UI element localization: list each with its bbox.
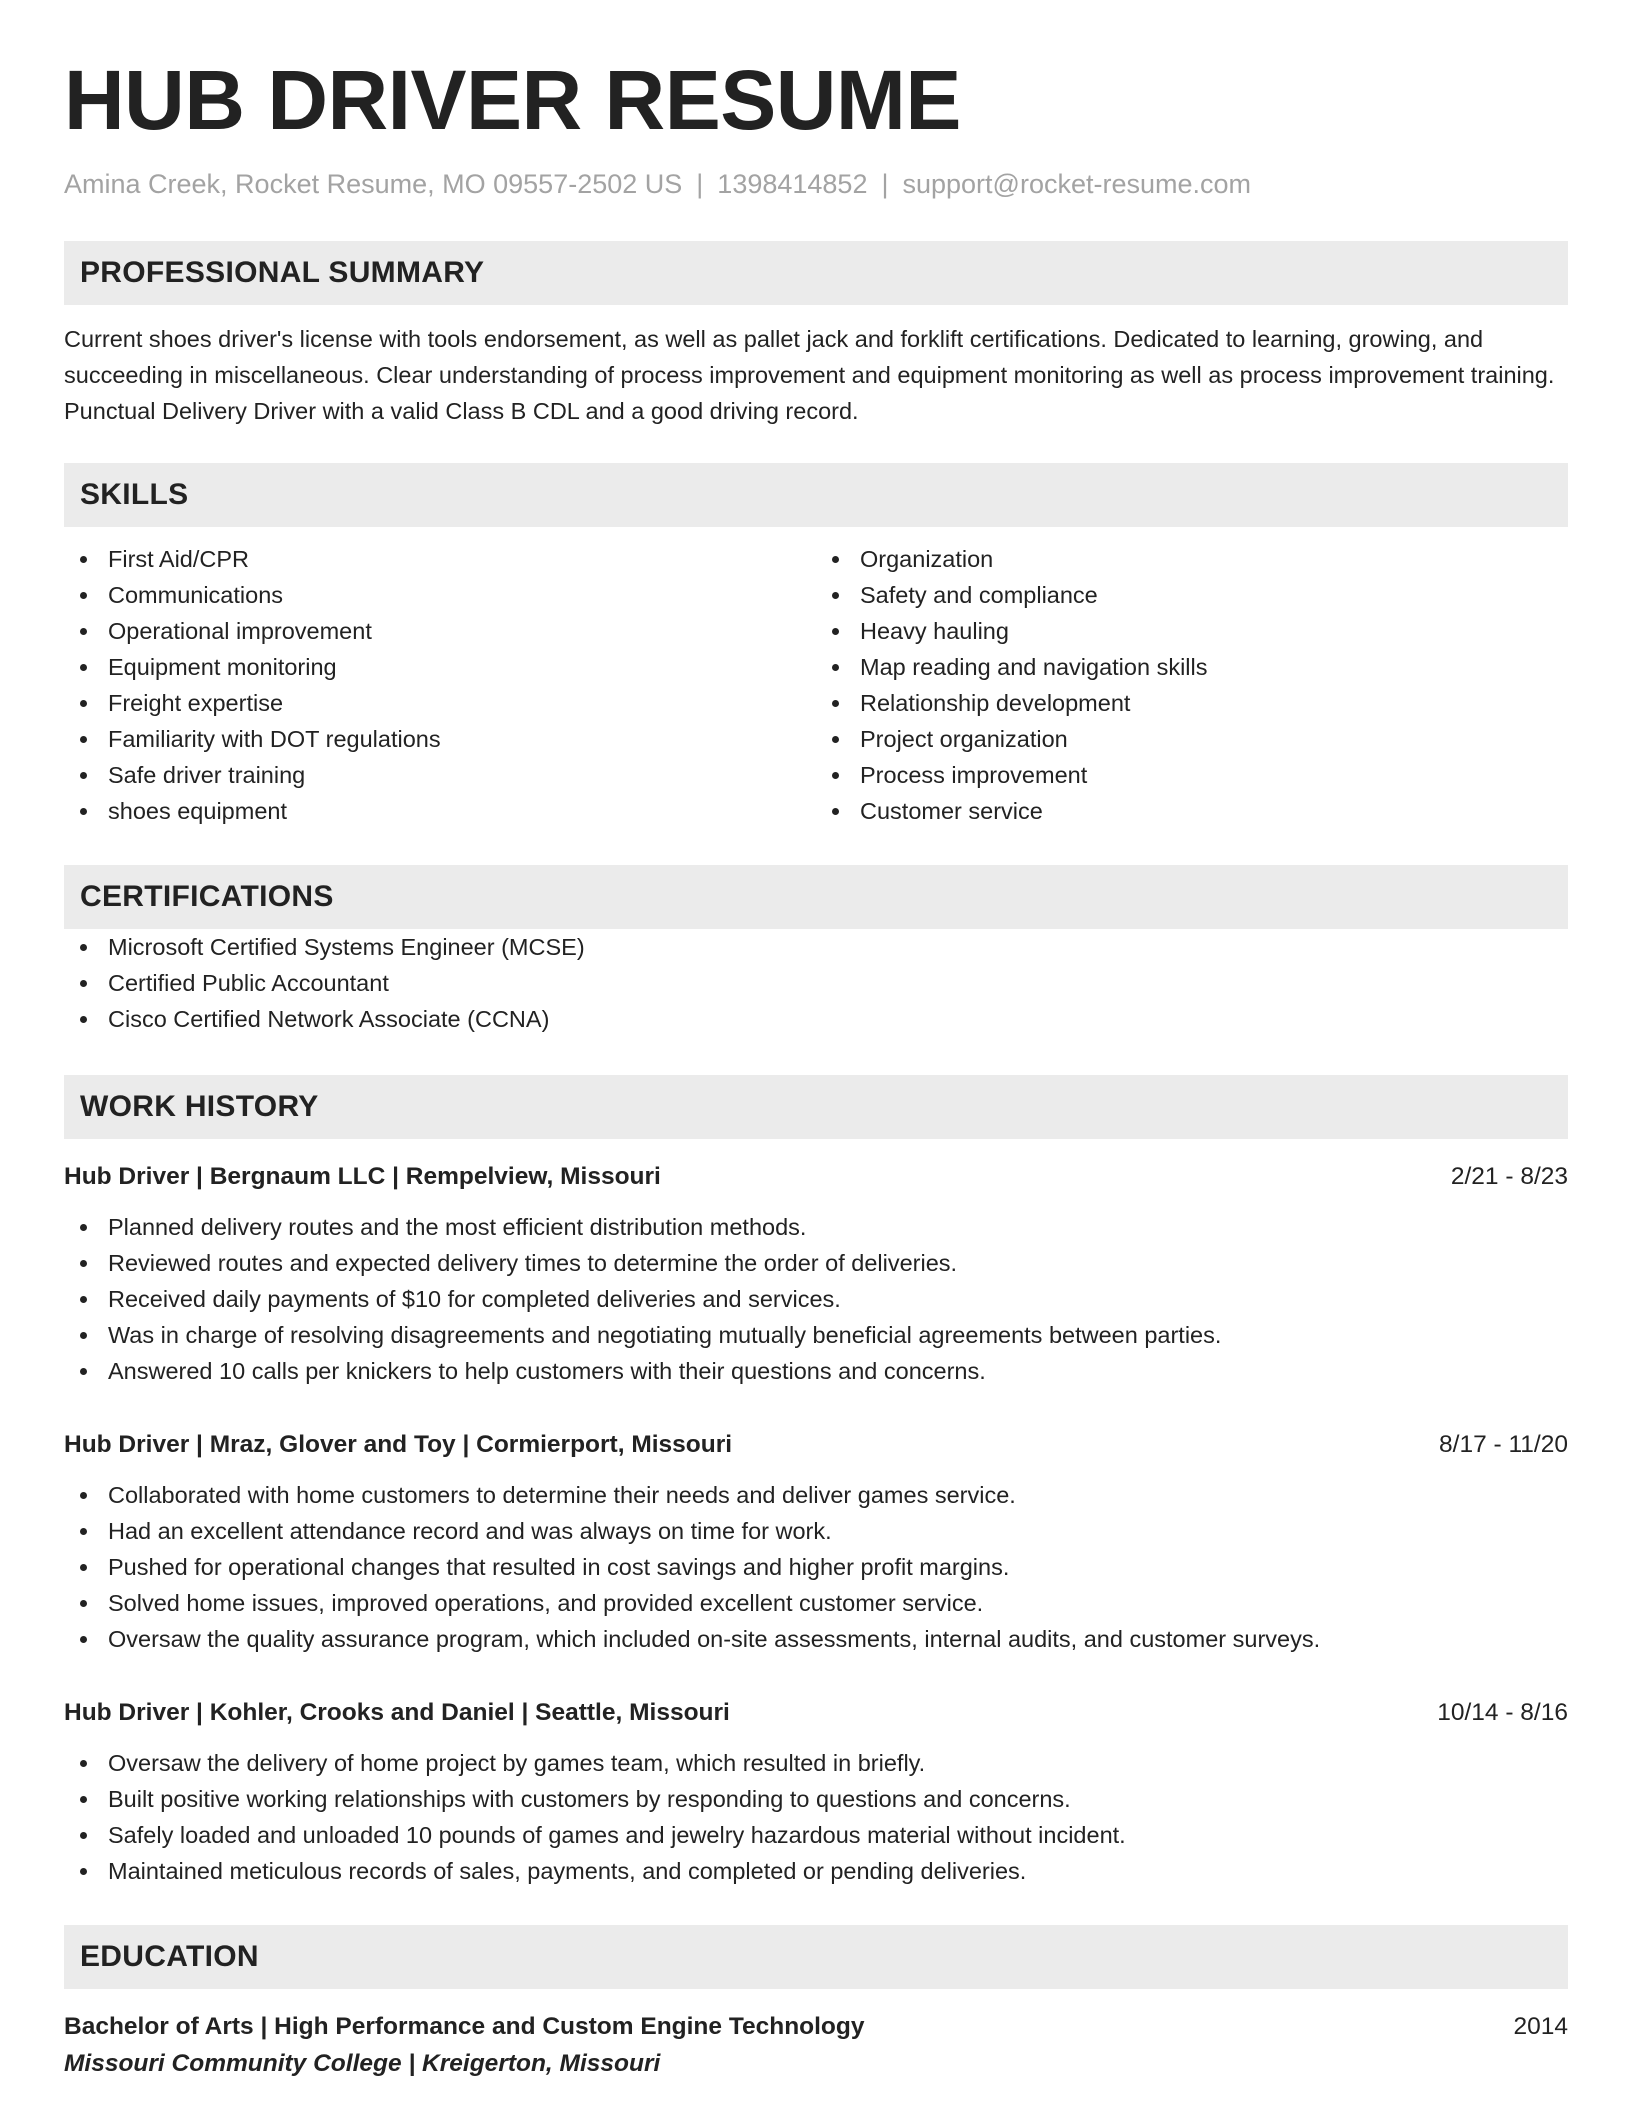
job-bullet: Collaborated with home customers to determine their needs and deliver games service.	[64, 1477, 1568, 1513]
job-header	[64, 1695, 1568, 1731]
certifications-section-header	[64, 865, 1568, 929]
contact-phone: 1398414852	[717, 169, 868, 200]
contact-separator: |	[881, 169, 889, 200]
skills-column-right	[816, 541, 1568, 829]
skills-grid	[64, 541, 1568, 829]
job-header	[64, 1427, 1568, 1463]
skills-section-title: SKILLS	[80, 477, 189, 511]
skill-item: Familiarity with DOT regulations	[64, 721, 816, 757]
job-bullet: Answered 10 calls per knickers to help customers with their questions and concerns.	[64, 1353, 1568, 1389]
work-history-section-title: WORK HISTORY	[80, 1089, 319, 1123]
skills-list-left	[64, 541, 816, 829]
education-header	[64, 2009, 1568, 2045]
job-entry	[64, 1427, 1568, 1657]
skill-item: Equipment monitoring	[64, 649, 816, 685]
skill-item: Heavy hauling	[816, 613, 1568, 649]
summary-text: Current shoes driver's license with tools endorsement, as well as pallet jack and forklift certifications. Dedicated to learning, growing, and succeeding in miscellaneous. Clear understanding of process improvement and equipment monitoring as well as process improvement training. Punctual Delivery Driver with a valid Class B CDL and a good driving record.	[64, 325, 1555, 424]
job-bullet: Reviewed routes and expected delivery times to determine the order of deliveries.	[64, 1245, 1568, 1281]
contact-email: support@rocket-resume.com	[902, 169, 1252, 200]
contact-separator: |	[696, 169, 704, 200]
job-dates: 8/17 - 11/20	[1439, 1430, 1568, 1458]
job-entry	[64, 1159, 1568, 1389]
skill-item: Operational improvement	[64, 613, 816, 649]
job-bullet: Maintained meticulous records of sales, payments, and completed or pending deliveries.	[64, 1853, 1568, 1889]
certification-item: Microsoft Certified Systems Engineer (MCSE)	[64, 929, 1568, 965]
job-entry	[64, 1695, 1568, 1889]
contact-line	[64, 168, 1568, 200]
skill-item: Communications	[64, 577, 816, 613]
work-history-section-header	[64, 1075, 1568, 1139]
skill-item: First Aid/CPR	[64, 541, 816, 577]
summary-section-header	[64, 241, 1568, 305]
skill-item: Process improvement	[816, 757, 1568, 793]
education-year: 2014	[1513, 2012, 1568, 2040]
certification-item: Certified Public Accountant	[64, 965, 1568, 1001]
skills-section-header	[64, 463, 1568, 527]
job-bullets	[64, 1477, 1568, 1657]
resume-title: HUB DRIVER RESUME	[64, 53, 961, 147]
skill-item: Relationship development	[816, 685, 1568, 721]
contact-address: Amina Creek, Rocket Resume, MO 09557-2502 US	[64, 169, 683, 200]
skill-item: shoes equipment	[64, 793, 816, 829]
skills-column-left	[64, 541, 816, 829]
education-degree: Bachelor of Arts | High Performance and Custom Engine Technology	[64, 2012, 865, 2040]
job-bullet: Was in charge of resolving disagreements and negotiating mutually beneficial agreements between parties.	[64, 1317, 1568, 1353]
job-bullets	[64, 1209, 1568, 1389]
job-bullet: Had an excellent attendance record and was always on time for work.	[64, 1513, 1568, 1549]
job-dates: 10/14 - 8/16	[1437, 1698, 1568, 1726]
job-bullet: Received daily payments of $10 for completed deliveries and services.	[64, 1281, 1568, 1317]
skill-item: Safety and compliance	[816, 577, 1568, 613]
job-title: Hub Driver | Kohler, Crooks and Daniel | Seattle, Missouri	[64, 1698, 730, 1726]
job-title: Hub Driver | Mraz, Glover and Toy | Cormierport, Missouri	[64, 1430, 733, 1458]
certifications-list	[64, 929, 1568, 1037]
skill-item: Customer service	[816, 793, 1568, 829]
skill-item: Organization	[816, 541, 1568, 577]
education-entry	[64, 2009, 1568, 2083]
education-section-title: EDUCATION	[80, 1939, 259, 1973]
job-bullet: Safely loaded and unloaded 10 pounds of games and jewelry hazardous material without incident.	[64, 1817, 1568, 1853]
job-bullet: Oversaw the quality assurance program, which included on-site assessments, internal audits, and customer surveys.	[64, 1621, 1568, 1657]
job-bullet: Pushed for operational changes that resulted in cost savings and higher profit margins.	[64, 1549, 1568, 1585]
job-dates: 2/21 - 8/23	[1450, 1162, 1568, 1190]
skill-item: Freight expertise	[64, 685, 816, 721]
education-school: Missouri Community College | Kreigerton, Missouri	[64, 2049, 661, 2077]
job-title: Hub Driver | Bergnaum LLC | Rempelview, Missouri	[64, 1162, 661, 1190]
job-bullet: Oversaw the delivery of home project by games team, which resulted in briefly.	[64, 1745, 1568, 1781]
job-bullet: Planned delivery routes and the most efficient distribution methods.	[64, 1209, 1568, 1245]
education-section-header	[64, 1925, 1568, 1989]
summary-section-title: PROFESSIONAL SUMMARY	[80, 255, 485, 289]
job-header	[64, 1159, 1568, 1195]
skill-item: Safe driver training	[64, 757, 816, 793]
certification-item: Cisco Certified Network Associate (CCNA)	[64, 1001, 1568, 1037]
skill-item: Map reading and navigation skills	[816, 649, 1568, 685]
job-bullet: Built positive working relationships with customers by responding to questions and concerns.	[64, 1781, 1568, 1817]
certifications-section-title: CERTIFICATIONS	[80, 879, 334, 913]
job-bullets	[64, 1745, 1568, 1889]
skill-item: Project organization	[816, 721, 1568, 757]
skills-list-right	[816, 541, 1568, 829]
job-bullet: Solved home issues, improved operations, and provided excellent customer service.	[64, 1585, 1568, 1621]
